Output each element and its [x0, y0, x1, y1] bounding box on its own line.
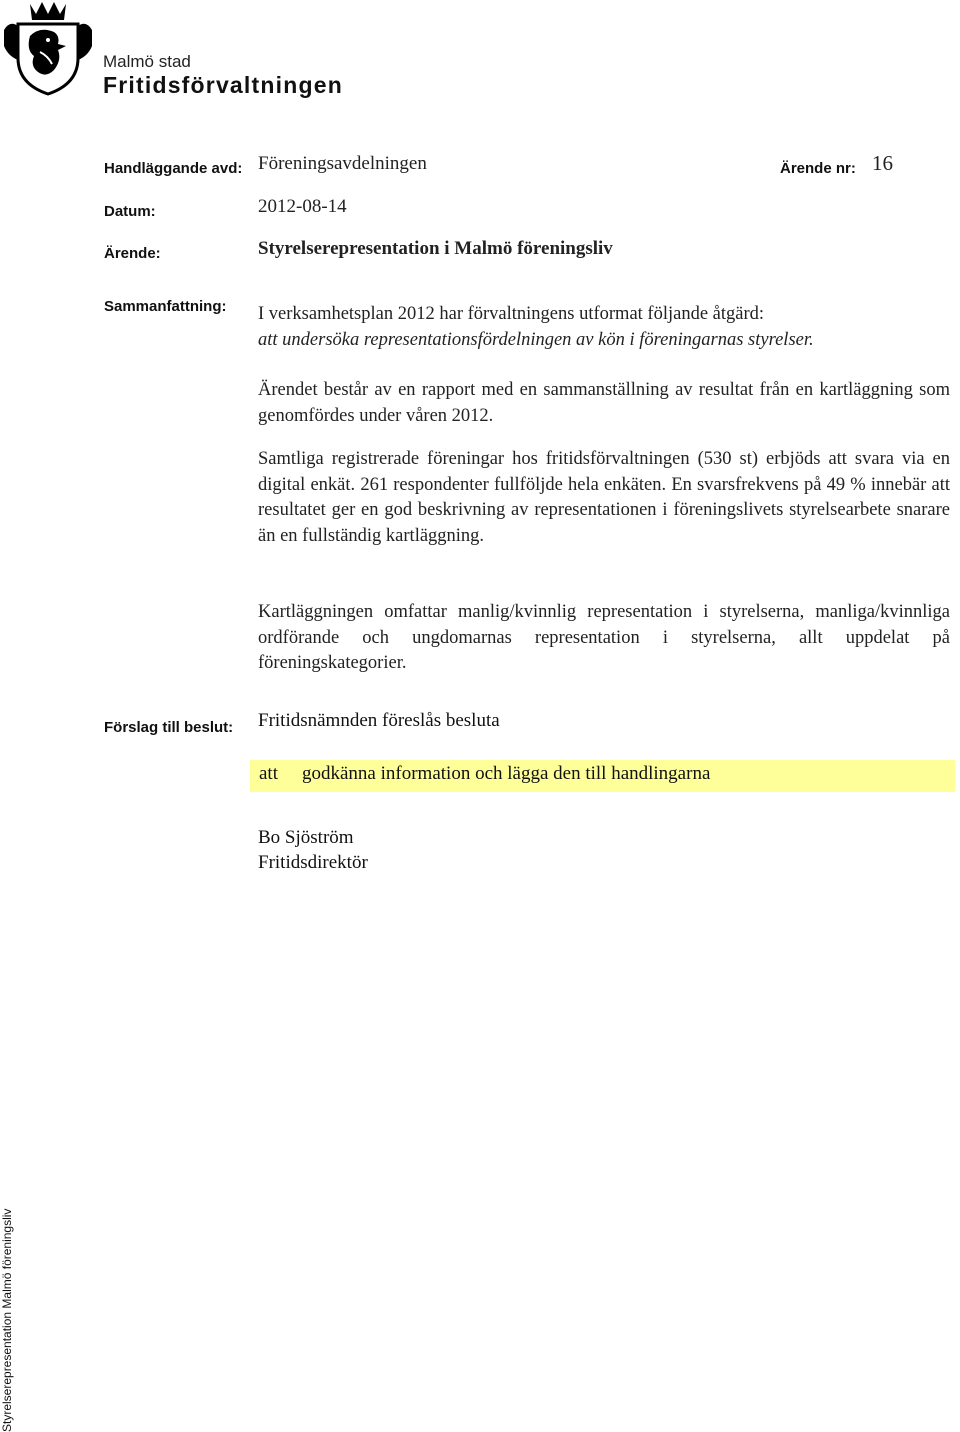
summary-paragraph-1-line-2: att undersöka representationsfördelningen av kön i föreningarnas styrelser. [258, 329, 814, 350]
forslag-label: Förslag till beslut: [104, 719, 234, 736]
handlaggande-value: Föreningsavdelningen [258, 153, 427, 174]
summary-paragraph-1 [258, 302, 950, 353]
signer-title: Fritidsdirektör [258, 852, 368, 873]
arende-title: Styrelserepresentation i Malmö föreningsliv [258, 238, 613, 259]
department-name: Fritidsförvaltningen [103, 72, 343, 98]
summary-paragraph-3: Samtliga registrerade föreningar hos fritidsförvaltningen (530 st) erbjöds att svara via en digital enkät. 261 respondenter fullföljde hela enkäten. En svarsfrekvens på 49 % innebär att resultatet ger en god beskrivning av representationen i föreningslivets styrelsearbete snarare än en fullständig kartläggning. [258, 449, 950, 546]
summary-paragraph-4: Kartläggningen omfattar manlig/kvinnlig representation i styrelserna, manliga/kvinnliga ordförande och ungdomarnas representation i styrelserna, allt uppdelat på föreningskategorier. [258, 602, 950, 673]
forslag-intro: Fritidsnämnden föreslås besluta [258, 710, 500, 731]
handlaggande-label: Handläggande avd: [104, 160, 243, 177]
sammanfattning-label: Sammanfattning: [104, 298, 227, 315]
malmo-coat-of-arms-icon [0, 0, 96, 96]
summary-paragraph-2: Ärendet består av en rapport med en sammanställning av resultat från en kartläggning som genomfördes under våren 2012. [258, 380, 950, 426]
decision-text: godkänna information och lägga den till handlingarna [302, 763, 711, 784]
summary-paragraph-1-line-1: I verksamhetsplan 2012 har förvaltningens utformat följande åtgärd: [258, 304, 765, 324]
arende-nr-value: 16 [872, 151, 893, 175]
signer-name: Bo Sjöström [258, 827, 354, 848]
side-document-title: Styrelserepresentation Malmö föreningsliv [0, 1208, 14, 1432]
arende-label: Ärende: [104, 245, 161, 262]
decision-att: att [259, 763, 278, 784]
datum-label: Datum: [104, 203, 156, 220]
datum-value: 2012-08-14 [258, 196, 347, 217]
arende-nr-label: Ärende nr: [780, 160, 856, 177]
org-name: Malmö stad [103, 52, 191, 71]
